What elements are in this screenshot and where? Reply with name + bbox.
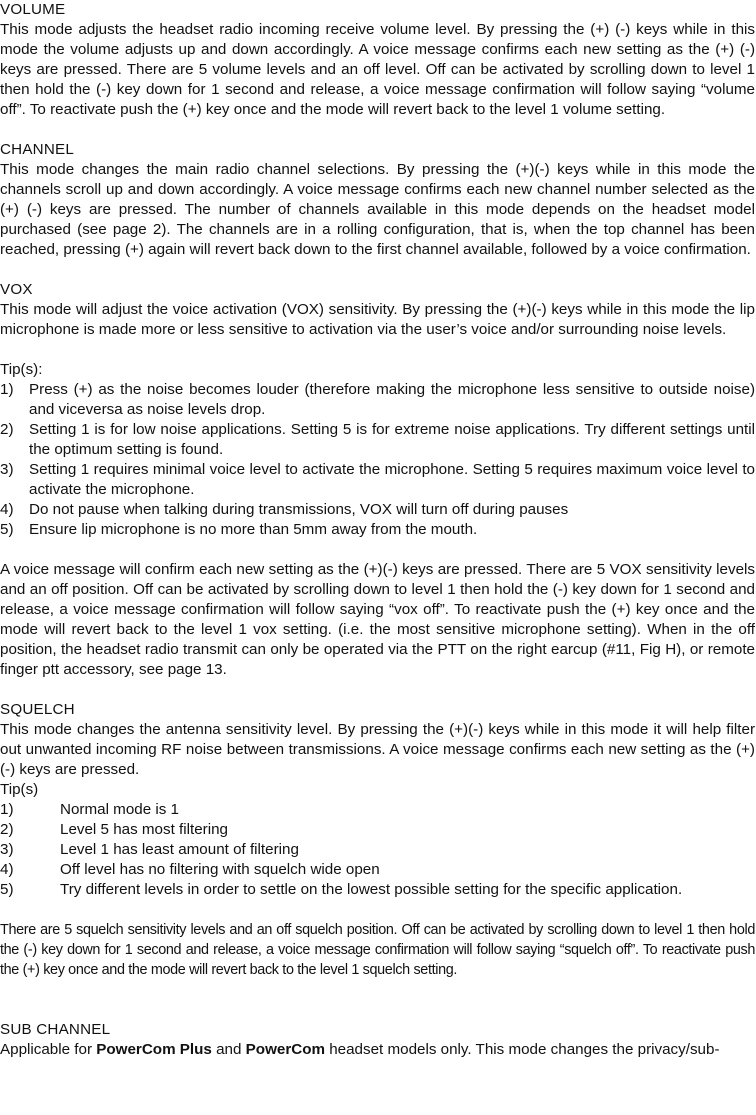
sub-channel-body — [0, 1040, 755, 1060]
list-item-number: 3) — [0, 461, 14, 478]
squelch-body: This mode changes the antenna sensitivity level. By pressing the (+)(-) keys while in this mode it will help filter out unwanted incoming RF noise between transmissions. A voice message confirms each new setting as the (+)(-) keys are pressed. — [0, 721, 755, 778]
list-item-text: Try different levels in order to settle on the lowest possible setting for the specific application. — [60, 881, 683, 898]
sub-channel-heading: SUB CHANNEL — [0, 1021, 111, 1038]
list-item — [0, 420, 755, 460]
vox-heading: VOX — [0, 281, 33, 298]
channel-heading: CHANNEL — [0, 141, 74, 158]
list-item — [0, 460, 755, 500]
list-item-text: Off level has no filtering with squelch wide open — [60, 861, 380, 878]
list-item-number: 4) — [0, 501, 14, 518]
channel-body: This mode changes the main radio channel selections. By pressing the (+)(-) keys while in this mode the channels scroll up and down accordingly. A voice message confirms each new channel number selected as the (+) (-) keys are pressed. The number of channels available in this mode depends on the headset model purchased (see page 2). The channels are in a rolling configuration, that is, when the top channel has been reached, pressing (+) again will revert back down to the first channel available, followed by a voice confirmation. — [0, 161, 755, 258]
sub-channel-tail: headset models only. This mode changes the privacy/sub- — [324, 1041, 720, 1058]
squelch-tips-list — [0, 800, 755, 900]
list-item — [0, 380, 755, 420]
list-item-text: Do not pause when talking during transmissions, VOX will turn off during pauses — [29, 501, 569, 518]
list-item-text: Normal mode is 1 — [60, 801, 180, 818]
list-item-number: 2) — [0, 421, 14, 438]
sub-channel-lead: Applicable for — [0, 1041, 97, 1058]
volume-heading: VOLUME — [0, 1, 66, 18]
list-item-text: Setting 1 requires minimal voice level to activate the microphone. Setting 5 requires maximum voice level to activate the microphone. — [29, 461, 755, 498]
sub-channel-and: and — [211, 1041, 246, 1058]
list-item-text: Setting 1 is for low noise applications. Setting 5 is for extreme noise applications. Try different settings until the optimum setting is found. — [29, 421, 755, 458]
list-item-text: Press (+) as the noise becomes louder (therefore making the microphone less sensitive to outside noise) and viceversa as noise levels drop. — [29, 381, 755, 418]
squelch-heading: SQUELCH — [0, 701, 75, 718]
list-item — [0, 500, 755, 520]
vox-tips-label: Tip(s): — [0, 361, 43, 378]
volume-body: This mode adjusts the headset radio incoming receive volume level. By pressing the (+) (-) keys while in this mode the volume adjusts up and down accordingly. A voice message confirms each new setting as the (+) (-) keys are pressed. There are 5 volume levels and an off level. Off can be activated by scrolling down to level 1 then hold the (-) key down for 1 second and release, a voice message confirmation will follow saying “volume off”. To reactivate push the (+) key once and the mode will revert back to the level 1 volume setting. — [0, 21, 755, 118]
list-item-text: Ensure lip microphone is no more than 5mm away from the mouth. — [29, 521, 478, 538]
list-item — [0, 820, 755, 840]
list-item-number: 1) — [0, 801, 14, 818]
volume-section — [0, 0, 755, 120]
list-item-number: 3) — [0, 841, 14, 858]
list-item-number: 2) — [0, 821, 14, 838]
vox-section — [0, 280, 755, 680]
squelch-tips-label: Tip(s) — [0, 781, 39, 798]
list-item-text: Level 5 has most filtering — [60, 821, 228, 838]
list-item-number: 4) — [0, 861, 14, 878]
vox-closing: A voice message will confirm each new setting as the (+)(-) keys are pressed. There are 5 VOX sensitivity levels and an off position. Off can be activated by scrolling down to level 1 then hold the (-) key down for 1 second and release, a voice message confirmation will follow saying “vox off”. To reactivate push the (+) key once and the mode will revert back to the level 1 vox setting. (i.e. the most sensitive microphone setting). When in the off position, the headset radio transmit can only be operated via the PTT on the right earcup (#11, Fig H), or remote finger ptt accessory, see page 13. — [0, 561, 755, 678]
sub-channel-section — [0, 1020, 755, 1060]
list-item — [0, 880, 755, 900]
squelch-closing: There are 5 squelch sensitivity levels and an off squelch position. Off can be activated by scrolling down to level 1 then hold the (-) key down for 1 second and release, a voice message confirmation will follow saying “squelch off”. To reactivate push the (+) key once and the mode will revert back to the level 1 squelch setting. — [0, 922, 755, 978]
vox-body: This mode will adjust the voice activation (VOX) sensitivity. By pressing the (+)(-) keys while in this mode the lip microphone is made more or less sensitive to activation via the user’s voice and/or surrounding noise levels. — [0, 301, 755, 338]
list-item-number: 5) — [0, 521, 14, 538]
vox-tips-list — [0, 380, 755, 540]
list-item — [0, 520, 755, 540]
list-item-text: Level 1 has least amount of filtering — [60, 841, 299, 858]
list-item — [0, 860, 755, 880]
list-item-number: 5) — [0, 881, 14, 898]
model-name-powercom: PowerCom — [245, 1041, 325, 1058]
list-item-number: 1) — [0, 381, 14, 398]
squelch-section — [0, 700, 755, 980]
list-item — [0, 840, 755, 860]
channel-section — [0, 140, 755, 260]
list-item — [0, 800, 755, 820]
model-name-powercom-plus: PowerCom Plus — [96, 1041, 212, 1058]
